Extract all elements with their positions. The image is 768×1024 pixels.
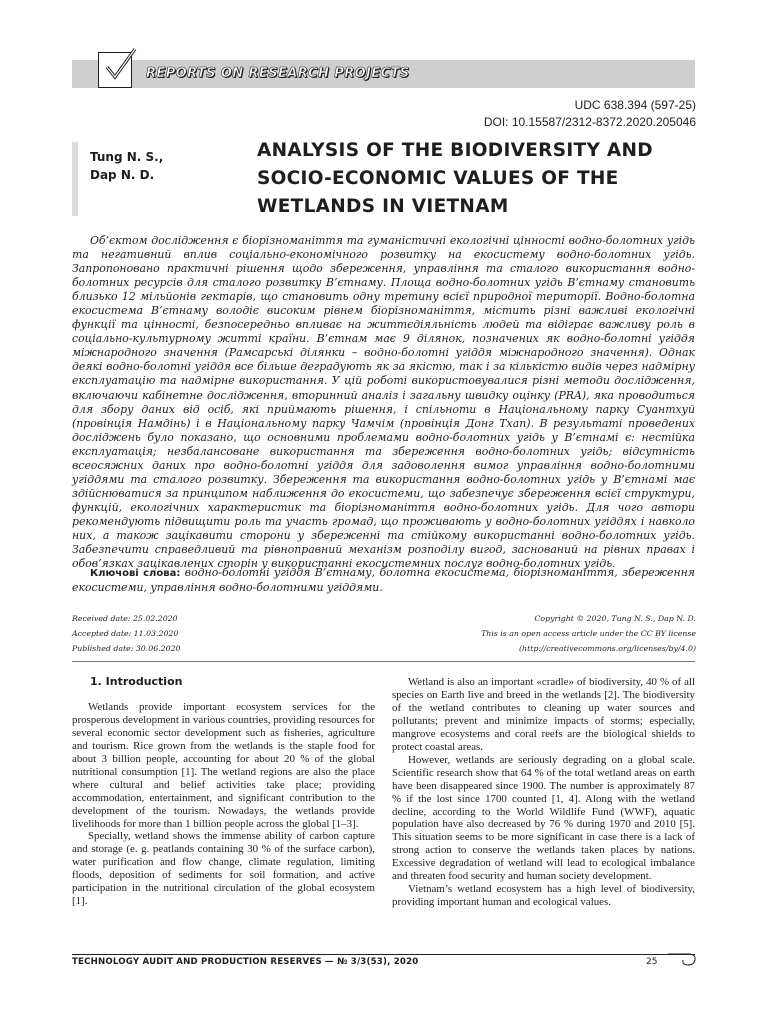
doi: DOI: 10.15587/2312-8372.2020.205046 — [483, 115, 696, 129]
checkbox-icon — [98, 52, 132, 88]
license-line: This is an open access article under the CC BY license — [481, 629, 696, 638]
footer-rule — [72, 954, 695, 955]
paragraph: Wetland is also an important «cradle» of biodiversity, 40 % of all species on Earth live and breed in the wetlands [2]. The biodiversity of the wetland contributes to cleaning up water sources and pollutants; prevent and minimize impacts of storms; especially, mangrove ecosystems and coral reefs are the biological shields to protect coastal areas. — [392, 676, 695, 753]
authors — [90, 148, 163, 184]
footer-curl-icon — [668, 946, 698, 968]
article-identifiers — [484, 97, 696, 131]
paragraph: Vietnam’s wetland ecosystem has a high level of biodiversity, providing important human and ecological values. — [392, 883, 695, 909]
paragraph: Wetlands provide important ecosystem services for the prosperous development in various countries, providing resources for several economic sector development such as fisheries, agriculture and tourism. Rice grown from the wetlands is the staple food for about 3 billion people, accounting for about 20 % of the global nutritional consumption [1]. The wetland regions are also the place where cultural and belief activities take place; providing accommodation, entertainment, and significant contribution to the development of the tourism. Nowadays, the wetlands provide livelihoods for more than 1 billion people across the global [1–3]. — [72, 700, 375, 830]
journal-name: TECHNOLOGY AUDIT AND PRODUCTION RESERVES — № 3/3(53), 2020 — [72, 957, 419, 967]
abstract-text: Об’єктом дослідження є біорізноманіття та гуманістичні екологічні цінності водно-болотних угідь та негативний вплив соціально-економічного розвитку на екосистему водно-болотних угідь. Запропоновано практичні рішення щодо збереження, управління та сталого використання водно-болотних ресурсів для сталого розвитку В’єтнаму. Площа водно-болотних угідь В’єтнаму становить близько 12 мільйонів гектарів, що становить одну третину всієї природної території. Водно-болотна екосистема В’єтнаму володіє високим рівнем біорізноманіття, містить різні важливі екологічні функції та цінності, безпосередньо впливає на життєдіяльність людей та відіграє важливу роль в соціально-культурному житті країни. В’єтнам має 9 ділянок, позначених як водно-болотні угіддя міжнародного значення (Рамсарські ділянки – водно-болотні угіддя міжнародного значення). Однак деякі водно-болотні угіддя все більше деградують як за якістю, так і за кількістю видів через надмірну експлуатацію та надмірне використання. У цій роботі використовувалися різні методи дослідження, включаючи кабінетне дослідження, вторинний аналіз і загальну швидку оцінку (PRA), яка проводиться для збору даних від осіб, які приймають рішення, і спільноти в Національному парку Суантхуй (провінція Намдінь) і в Національному парку Чамчім (провінція Донг Тхап). В результаті проведених досліджень було показано, що основними проблемами водно-болотних угідь у В’єтнамі є: нестійка експлуатація; незбалансоване використання та збереження водно-болотних угідь; відсутність всеосяжних даних про водно-болотні угіддя для задоволення вимог управління водно-болотними угіддями та сталого розвитку. Збереження та використання водно-болотних угідь у В’єтнамі має здійснюватися за принципом наближення до екосистеми, що забезпечує збереження всієї структури, функцій, екологічних характеристик та біорізноманіття водно-болотних угідь. Для чого автори рекомендують підвищити роль та участь громад, що проживають у водно-болотних угіддях і навколо них, а також зацікавити сторони у збереженні та стійкому використанні водно-болотних угідь. Забезпечити справедливий та рівноправний механізм розподілу вигод, заснований на рівних правах і обов’язках зацікавлених сторін у використанні екосистемних послуг водно-болотних угідь. — [72, 234, 695, 571]
keywords — [72, 566, 695, 595]
section-heading: 1. Introduction — [90, 675, 183, 688]
udc-code: UDC 638.394 (597-25) — [574, 98, 696, 112]
section-label: REPORTS ON RESEARCH PROJECTS — [146, 66, 410, 81]
copyright — [481, 611, 696, 656]
abstract — [72, 234, 695, 571]
accepted-date: Accepted date: 11.03.2020 — [72, 629, 179, 638]
keywords-label: Ключові слова: — [90, 568, 181, 579]
paragraph: However, wetlands are seriously degrading on a global scale. Scientific research show that 64 % of the total wetland areas on earth have been disappeared since 1900. The number is approximately 87 % if the lost since 1700 counted [1, 4]. Along with the wetland decline, according to the World Wildlife Fund (WWF), aquatic population have also decreased by 76 % during 1970 and 2010 [5]. This situation seems to be more significant in case there is a lack of strong action to conserve the wetlands taken places by nations. Excessive degradation of wetland will lead to ecological imbalance and threaten food security and human society development. — [392, 753, 695, 883]
author-1: Tung N. S., — [90, 150, 164, 164]
article-title: ANALYSIS OF THE BIODIVERSITY AND SOCIO-ECONOMIC VALUES OF THE WETLANDS IN VIETNAM — [257, 140, 653, 217]
published-date: Published date: 30.06.2020 — [72, 644, 181, 653]
paragraph: Specially, wetland shows the immense ability of carbon capture and storage (e. g. peatlands containing 30 % of the surface carbon), water purification and flow change, climate regulation, limiting floods, deposition of sediments for soil formation, and active participation in the nutritional circulation of the global ecosystem [1]. — [72, 830, 375, 908]
divider — [72, 661, 695, 662]
keywords-text: водно-болотні угіддя В’єтнаму, болотна екосистема, біорізноманіття, збереження екосистеми, управління водно-болотними угіддями. — [72, 566, 696, 595]
column-right — [392, 676, 695, 909]
column-left — [72, 676, 375, 908]
author-2: Dap N. D. — [90, 168, 155, 182]
authors-marker — [72, 142, 78, 216]
license-link[interactable]: (http://creativecommons.org/licenses/by/4.0) — [519, 644, 696, 653]
received-date: Received date: 25.02.2020 — [72, 614, 178, 623]
copyright-line: Copyright © 2020, Tung N. S., Dap N. D. — [534, 614, 696, 623]
page-number: 25 — [646, 957, 658, 967]
article-dates — [72, 611, 181, 656]
